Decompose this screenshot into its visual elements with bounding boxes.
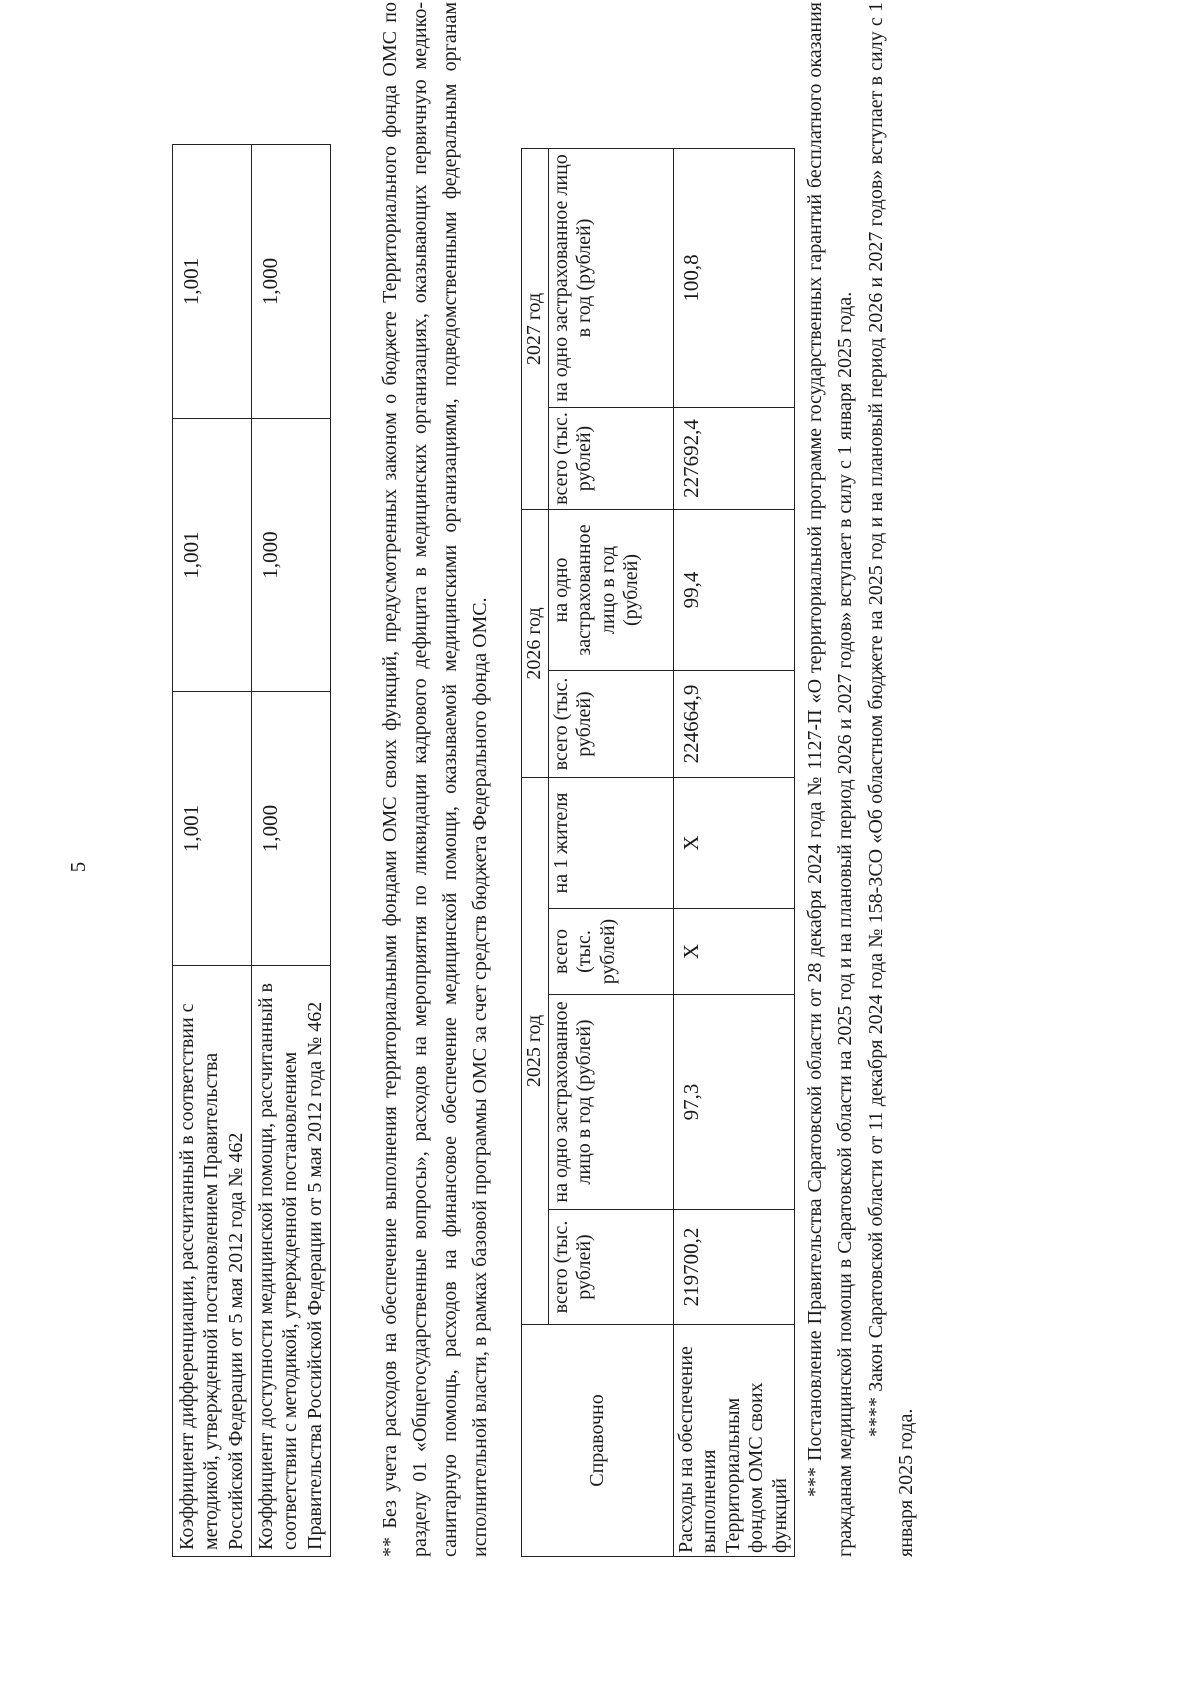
column-header: на одно застрахованное лицо в год (рублей) xyxy=(548,149,673,408)
footnote-3: *** Постановление Правительства Саратовской области от 28 декабря 2024 года № 1127-П «О территориальной программе государственных гарантий бесплатного оказания гражданам медицинской помощи в Саратовской области на 2025 год и на плановый период 2026 и 2027 годов» вступает в силу с 1 января 2025 года. xyxy=(804,2,856,1557)
year-header: 2026 год xyxy=(522,510,549,778)
column-header: на одно застрахованное лицо в год (рублей) xyxy=(548,995,673,1210)
table-cell-value: 1,000 xyxy=(252,145,331,419)
table-cell-label: Коэффициент доступности медицинской помощи, рассчитанный в соответствии с методикой, утвержденной постановлением Правительства Российской Федерации от 5 мая 2012 года № 462 xyxy=(252,966,331,1557)
reference-table xyxy=(521,148,795,1557)
table-cell-value: 1,001 xyxy=(173,419,252,692)
column-header: всего (тыс. рублей) xyxy=(548,909,673,995)
table-header-row xyxy=(522,149,549,1557)
column-header: всего (тыс. рублей) xyxy=(548,1210,673,1325)
table-cell-value: 1,001 xyxy=(173,145,252,419)
year-header: 2027 год xyxy=(522,149,549,510)
page-number: 5 xyxy=(66,861,90,873)
table-cell-value: Х xyxy=(673,909,794,995)
table-cell-label: Коэффициент дифференциации, рассчитанный в соответствии с методикой, утвержденной постановлением Правительства Российской Федерации от 5 мая 2012 года № 462 xyxy=(173,966,252,1557)
coefficients-table xyxy=(172,144,331,1557)
table-row xyxy=(173,145,252,1557)
table-row xyxy=(252,145,331,1557)
column-header: всего (тыс. рублей) xyxy=(548,671,673,778)
table-cell-value: 227692,4 xyxy=(673,408,794,510)
column-header: на одно застрахованное лицо в год (рублей) xyxy=(548,510,673,671)
table-cell-value: 1,000 xyxy=(252,692,331,966)
footnote-4: **** Закон Саратовской области от 11 декабря 2024 года № 158-ЗСО «Об областном бюджете на 2025 год и на плановый период 2026 и 2027 годов» вступает в силу с 1 января 2025 года. xyxy=(865,2,917,1557)
row-label: Расходы на обеспечение выполнения Территориальным фондом ОМС своих функций xyxy=(673,1325,794,1557)
table-cell-value: 1,001 xyxy=(173,692,252,966)
table-cell-value: 97,3 xyxy=(673,995,794,1210)
table-cell-value: 99,4 xyxy=(673,510,794,671)
column-header: всего (тыс. рублей) xyxy=(548,408,673,510)
year-header: 2025 год xyxy=(522,778,549,1325)
table-row xyxy=(673,149,794,1557)
column-header: на 1 жителя xyxy=(548,778,673,909)
table-cell-value: 100,8 xyxy=(673,149,794,408)
table-cell-value: Х xyxy=(673,778,794,909)
footnote-2: ** Без учета расходов на обеспечение выполнения территориальными фондами ОМС своих функций, предусмотренных законом о бюджете Территориального фонда ОМС по разделу 01 «Общегосударственные вопросы», расходов на мероприятия по ликвидации кадрового дефицита в медицинских организациях, оказывающих первичную медико-санитарную помощь, расходов на финансовое обеспечение медицинской помощи, оказываемой медицинскими организациями, подведомственными федеральным органам исполнительной власти, в рамках базовой программы ОМС за счет средств бюджета Федерального фонда ОМС. xyxy=(379,2,491,1557)
ref-header: Справочно xyxy=(522,1325,674,1557)
table-cell-value: 219700,2 xyxy=(673,1210,794,1325)
table-cell-value: 224664,9 xyxy=(673,671,794,778)
table-cell-value: 1,000 xyxy=(252,419,331,692)
